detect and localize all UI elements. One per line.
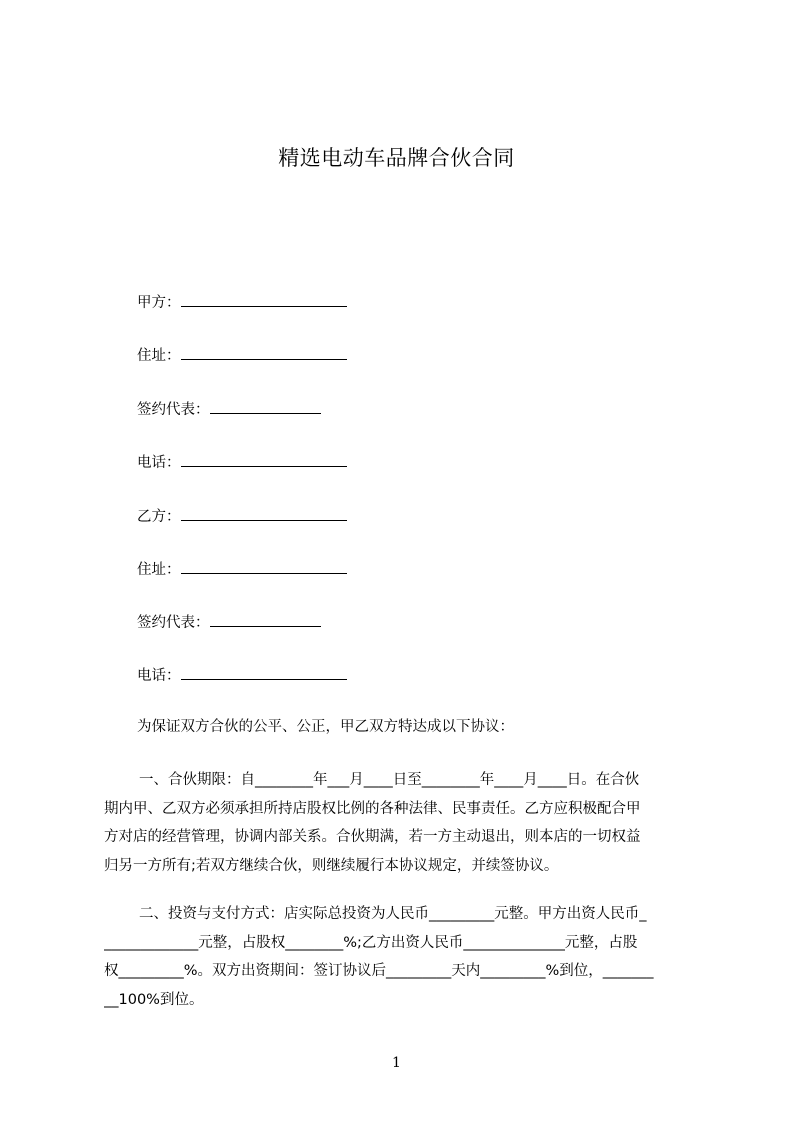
party-a-address-label: 住址：: [137, 348, 181, 364]
party-b-name-field: [137, 505, 347, 527]
party-a-rep-blank: [210, 398, 321, 414]
party-b-rep-blank: [210, 611, 321, 627]
clause-1-line: 归另一方所有;若双方继续合伙，则继续履行本协议规定，并续签协议。: [104, 857, 559, 874]
clause-2-line: 权_________%。双方出资期间：签订协议后_________天内_________%到位，_______: [104, 963, 654, 979]
document-title: 精选电动车品牌合伙合同: [278, 146, 515, 170]
party-a-rep-field: [137, 398, 321, 420]
party-a-phone-label: 电话：: [137, 455, 181, 471]
party-b-address-blank: [181, 558, 347, 574]
party-a-phone-field: [137, 451, 347, 473]
party-b-address-label: 住址：: [137, 562, 181, 578]
clause-1-partnership-term: [104, 766, 700, 880]
clause-2-line: _____________元整，占股权________%;乙方出资人民币______________元整，占股: [104, 934, 638, 951]
party-a-address-field: [137, 344, 347, 366]
party-b-name-blank: [181, 505, 347, 521]
clause-2-line: 二、投资与支付方式：店实际总投资为人民币_________元整。甲方出资人民币_: [139, 906, 647, 922]
party-b-phone-field: [137, 664, 347, 686]
agreement-intro: 为保证双方合伙的公平、公正，甲乙双方特达成以下协议：: [137, 719, 514, 735]
party-b-rep-label: 签约代表：: [137, 615, 210, 631]
clause-1-line: 一、合伙期限：自________年___月____日至________年____月____日。在合伙: [139, 772, 640, 788]
page-number: 1: [392, 1055, 401, 1071]
party-a-address-blank: [181, 344, 347, 360]
clause-2-investment: [104, 900, 700, 1014]
party-a-name-field: [137, 291, 347, 313]
party-b-phone-blank: [181, 664, 347, 680]
party-a-rep-label: 签约代表：: [137, 402, 210, 418]
clause-2-line: __100%到位。: [104, 991, 204, 1008]
clause-1-line: 方对店的经营管理，协调内部关系。合伙期满，若一方主动退出，则本店的一切权益: [104, 829, 641, 845]
party-b-phone-label: 电话：: [137, 668, 181, 684]
party-b-name-label: 乙方：: [137, 509, 181, 525]
clause-1-line: 期内甲、乙双方必须承担所持店股权比例的各种法律、民事责任。乙方应积极配合甲: [104, 800, 641, 817]
party-a-name-blank: [181, 291, 347, 307]
party-b-address-field: [137, 558, 347, 580]
party-a-name-label: 甲方：: [137, 295, 181, 311]
party-a-phone-blank: [181, 451, 347, 467]
party-b-rep-field: [137, 611, 321, 633]
